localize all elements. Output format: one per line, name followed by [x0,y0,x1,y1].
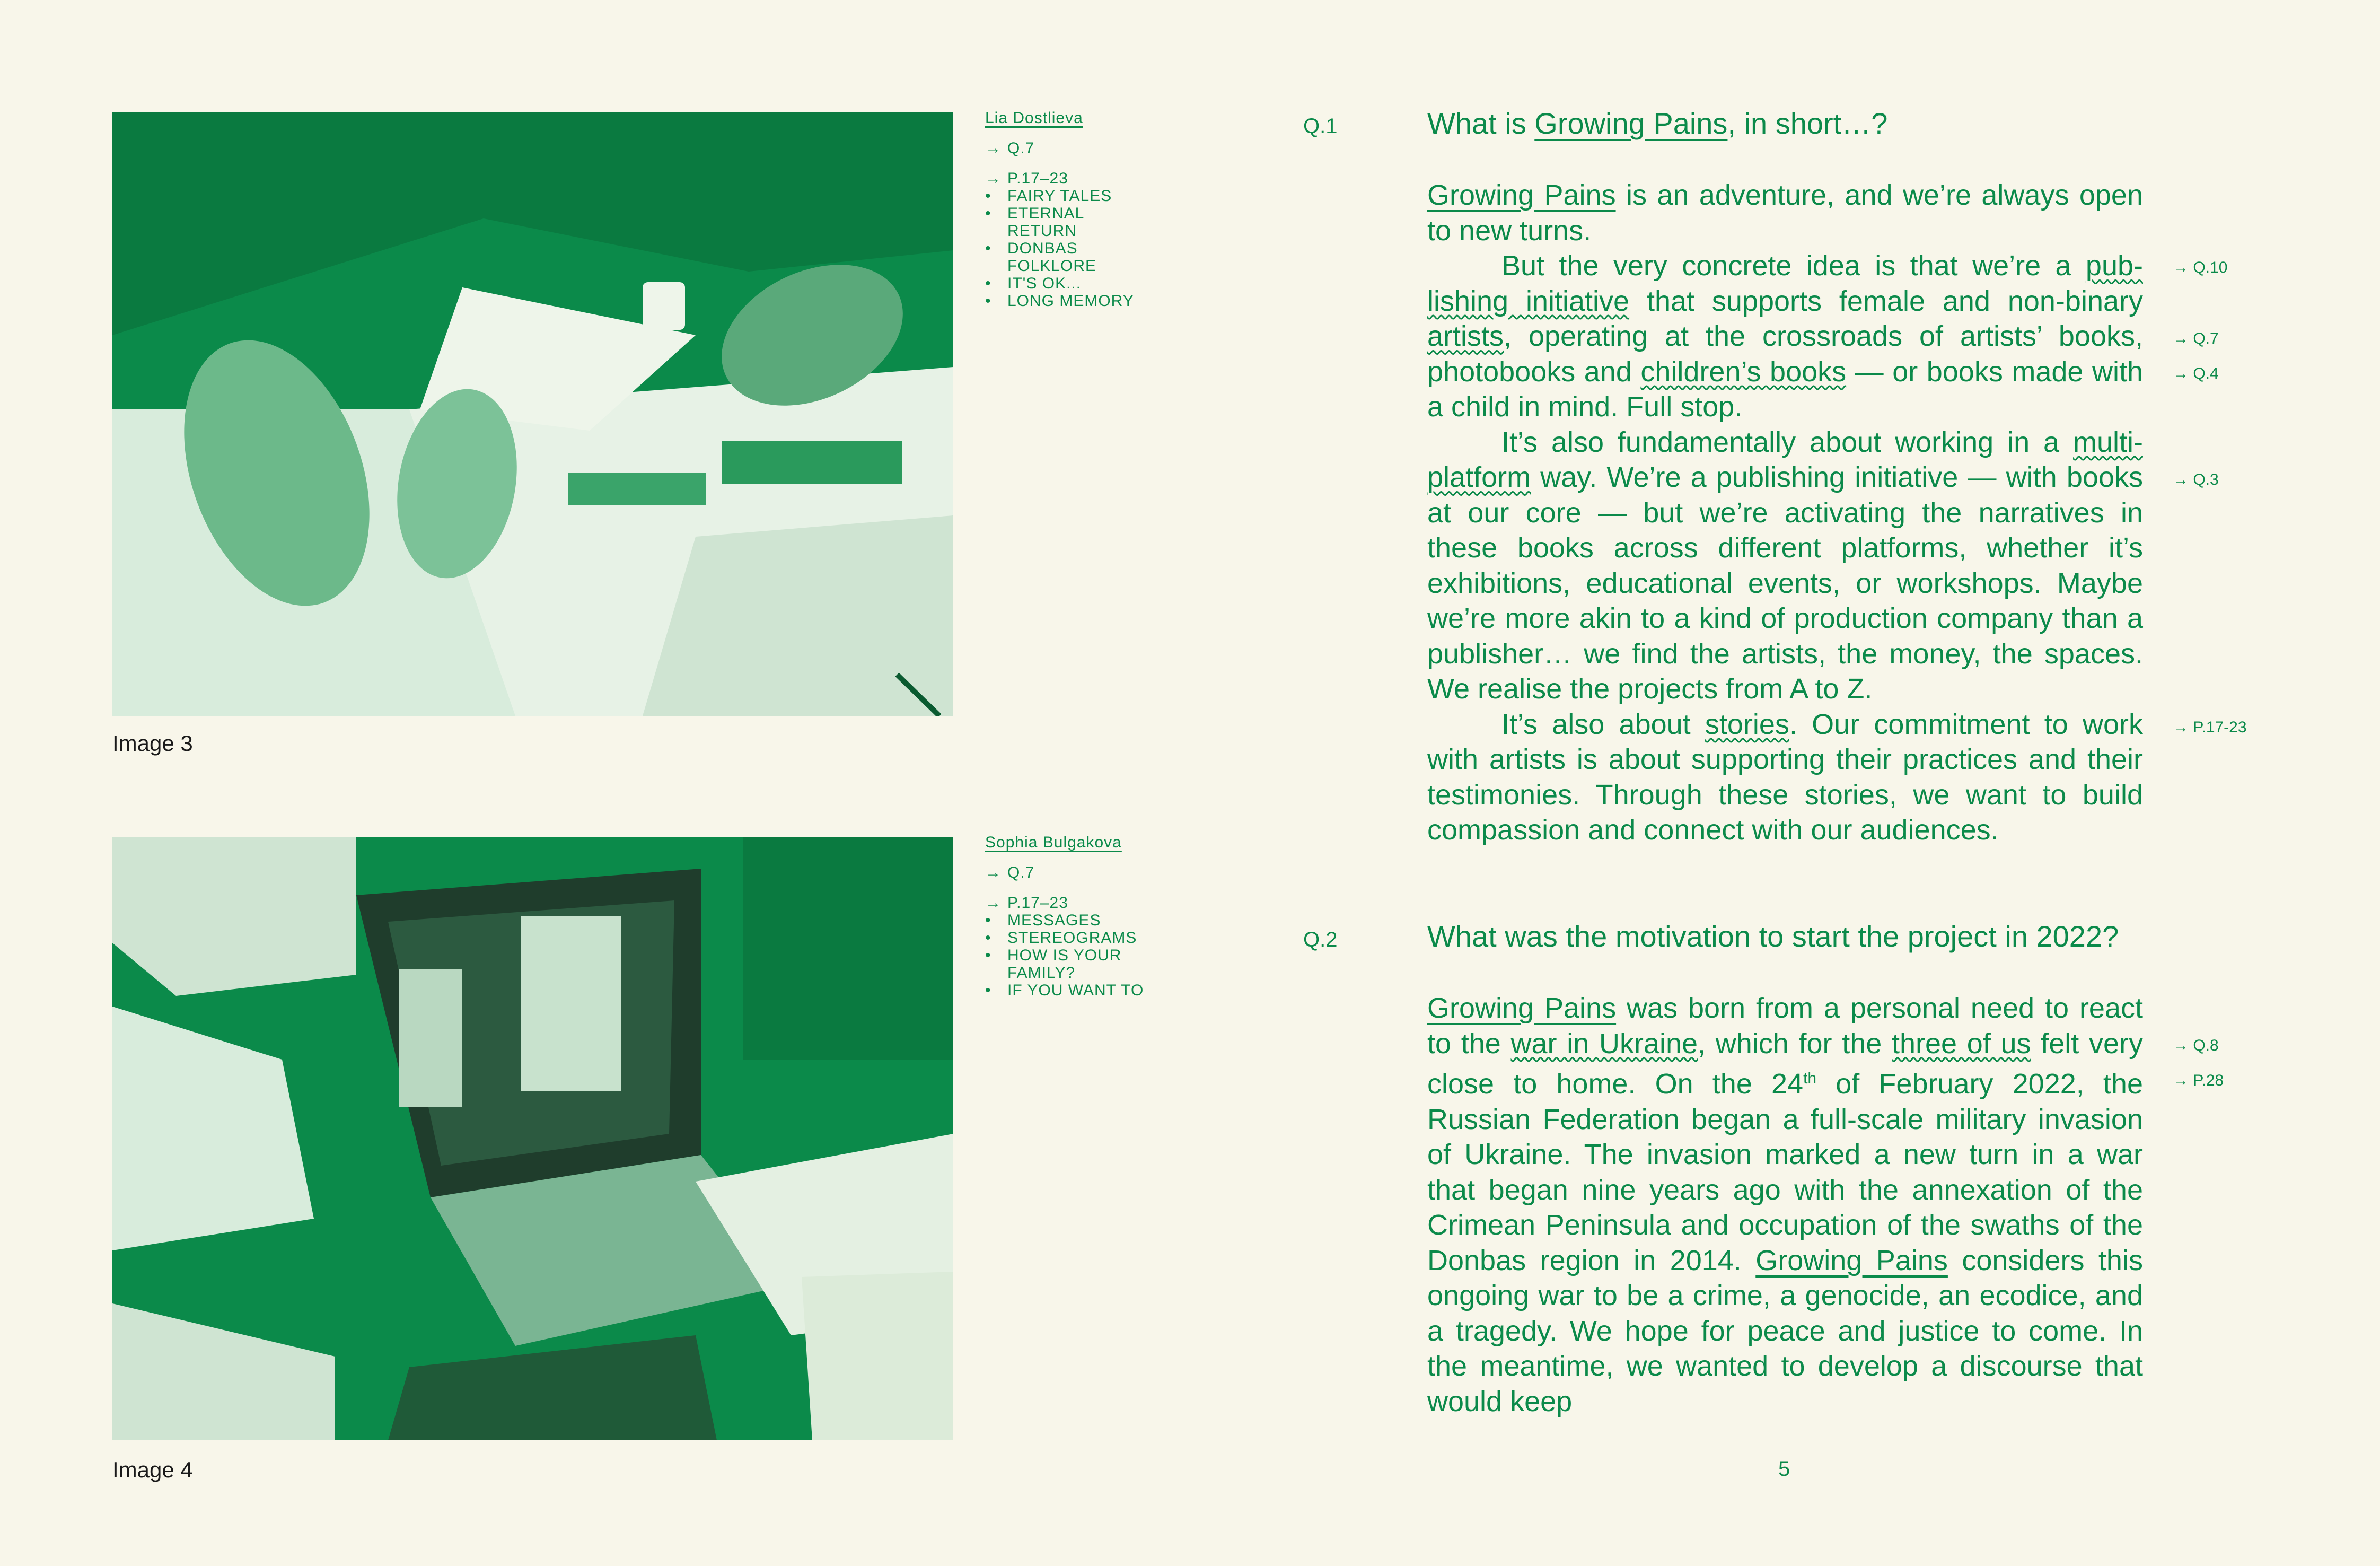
work-item: • HOW IS YOUR FAMILY? [1007,947,1155,982]
question-number: Q.2 [1303,928,1338,951]
margin-ref-q10[interactable]: → Q.10 [2173,259,2228,276]
work-item: • FAIRY TALES [1007,187,1155,205]
margin-ref-p17-23[interactable]: → P.17-23 [2173,719,2247,736]
question-title: What is Growing Pains, in short…? [1427,107,1888,140]
artist-name-link[interactable]: Lia Dostlieva [985,109,1083,127]
photo-image-3 [112,112,953,716]
paragraph: Growing Pains was born from a personal need to react to the war in Ukraine, which for the three of us felt very close to home. On the 24th of February 2022, the Russian Federation began a full-scale military invasion of Ukraine. The invasion marked a new turn in a war that began nine years ago with the annexation of the Crimean Peninsula and occupation of the swaths of the Donbas region in 2014. Growing Pains considers this ongoing war to be a crime, a genocide, an ecodice, and a tragedy. We hope for peace and justice to come. In the meantime, we wanted to develop a discourse that would keep [1427,992,2144,1418]
paragraph: It’s also fundamentally about working in a multi-platform way. We’re a publishing initiative — with books at our core — but we’re activating the narratives in these books across different platforms, whether it’s exhibitions, educational events, or workshops. Maybe we’re more akin to a kind of production company than a publisher… we find the artists, the money, the spaces. We realise the projects from A to Z. [1427,426,2143,705]
answer-q1 [1427,178,2143,848]
margin-ref-p28[interactable]: → P.28 [2173,1072,2224,1089]
work-item: • ETERNAL RETURN [1007,205,1155,240]
artists-link[interactable]: artists [1427,320,1504,352]
photo-image-4 [112,837,953,1440]
page-ref-link[interactable]: → P.17–23 [985,894,1068,912]
margin-ref-q7[interactable]: → Q.7 [2173,330,2219,347]
work-item: • IT'S OK... [1007,275,1155,292]
work-item: • IF YOU WANT TO [1007,982,1155,999]
paragraph: Growing Pains is an adventure, and we’re always open to new turns. [1427,179,2143,247]
arrow-right-icon: → [985,894,1002,912]
question-number: Q.1 [1303,115,1338,138]
image-4-note [985,834,1155,999]
growing-pains-link[interactable]: Growing Pains [1427,179,1616,211]
growing-pains-link[interactable]: Growing Pains [1534,107,1728,140]
artist-name-link[interactable]: Sophia Bulgakova [985,834,1122,851]
work-item: • MESSAGES [1007,912,1155,929]
multi-platform-link[interactable]: multi-platform [1427,426,2143,493]
work-item: • LONG MEMORY [1007,292,1155,310]
paragraph: It’s also about stories. Our commitment to work with artists is about supporting their practices and their testimonies. Through these stories, we want to build compassion and connect with our audiences. [1427,708,2143,846]
works-list [985,894,1155,999]
image-4-caption: Image 4 [112,1457,193,1482]
work-item: • DONBAS FOLKLORE [1007,240,1155,275]
work-item: • STEREOGRAMS [1007,929,1155,947]
growing-pains-link[interactable]: Growing Pains [1755,1244,1948,1276]
arrow-right-icon: → [985,864,1002,881]
arrow-right-icon: → [985,170,1002,187]
arrow-right-icon: → [985,139,1002,157]
image-3-note [985,109,1155,310]
margin-ref-q3[interactable]: → Q.3 [2173,471,2219,488]
works-list [985,170,1155,310]
margin-ref-q4[interactable]: → Q.4 [2173,365,2219,382]
paragraph: But the very concrete idea is that we’re a publishing initiative that supports female and non-binary artists, operating at the crossroads of artists’ books, photobooks and children’s books — or books made with a child in mind. Full stop. [1427,250,2143,423]
war-in-ukraine-link[interactable]: war in Ukraine [1510,1027,1698,1060]
growing-pains-link[interactable]: Growing Pains [1427,992,1617,1024]
stories-link[interactable]: stories [1705,708,1789,740]
answer-q2 [1427,991,2143,1419]
question-title: What was the motivation to start the project in 2022? [1427,920,2119,953]
page-number: 5 [1778,1457,1790,1481]
three-of-us-link[interactable]: three of us [1892,1027,2031,1060]
page-ref-link[interactable]: → P.17–23 [985,170,1068,187]
image-3-caption: Image 3 [112,731,193,756]
publishing-initiative-link[interactable]: publishing initiative [1427,250,2143,317]
margin-ref-q8[interactable]: → Q.8 [2173,1037,2219,1054]
childrens-books-link[interactable]: children’s books [1640,355,1847,388]
q-ref-link[interactable]: → Q.7 [985,864,1035,881]
q-ref-link[interactable]: → Q.7 [985,139,1035,157]
